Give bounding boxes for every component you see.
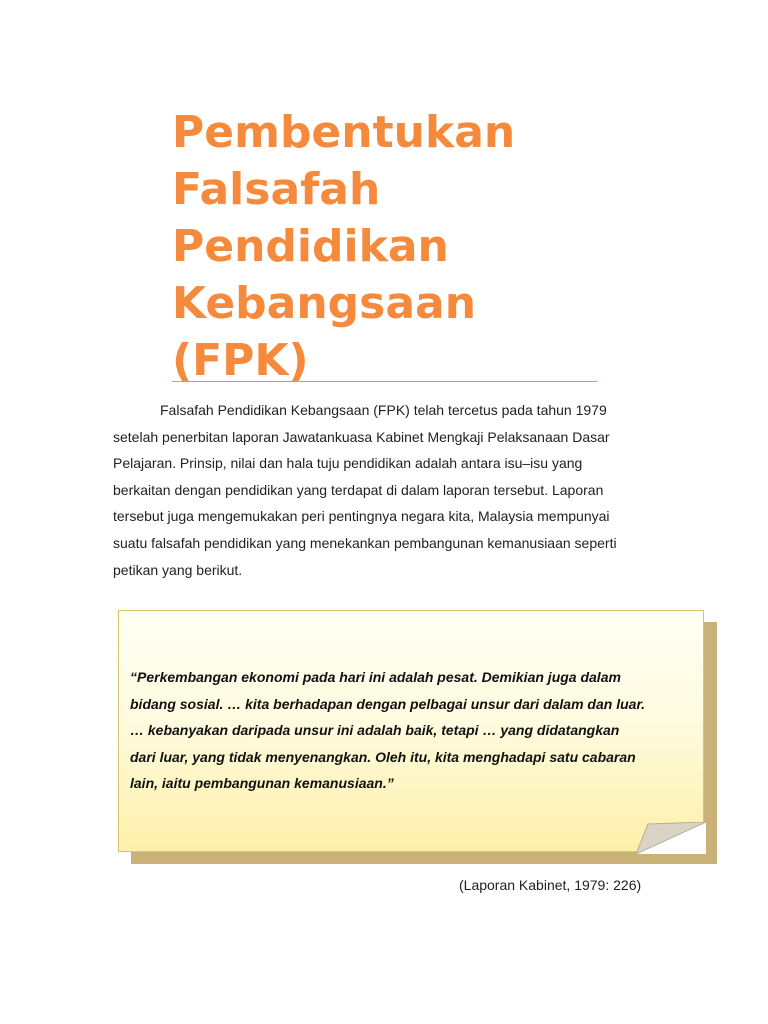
quote-line: bidang sosial. … kita berhadapan dengan pelbagai unsur dari dalam dan luar. (130, 695, 646, 712)
page-title (172, 104, 602, 389)
quote-citation: (Laporan Kabinet, 1979: 226) (459, 877, 642, 893)
title-line: Pendidikan (172, 221, 449, 272)
paragraph-line: setelah penerbitan laporan Jawatankuasa Kabinet Mengkaji Pelaksanaan Dasar (113, 428, 610, 445)
title-line: (FPK) (172, 335, 309, 386)
title-line: Falsafah (172, 164, 381, 215)
paragraph-line: Falsafah Pendidikan Kebangsaan (FPK) telah tercetus pada tahun 1979 (160, 402, 607, 418)
quote-line: “Perkembangan ekonomi pada hari ini adalah pesat. Demikian juga dalam (130, 669, 621, 685)
quote-line: lain, iaitu pembangunan kemanusiaan.” (130, 775, 394, 792)
paragraph-line: petikan yang berikut. (113, 561, 243, 578)
paragraph-line: tersebut juga mengemukakan peri pentingnya negara kita, Malaysia mempunyai (113, 508, 610, 525)
title-line: Kebangsaan (172, 278, 477, 329)
page-curl-icon (636, 822, 706, 854)
paragraph-line: Pelajaran. Prinsip, nilai dan hala tuju pendidikan adalah antara isu–isu yang (113, 455, 583, 472)
quote-line: dari luar, yang tidak menyenangkan. Oleh itu, kita menghadapi satu cabaran (130, 748, 636, 765)
title-line: Pembentukan (172, 107, 516, 158)
cabinet-quote (130, 664, 700, 797)
intro-paragraph (113, 397, 673, 583)
paragraph-line: berkaitan dengan pendidikan yang terdapat di dalam laporan tersebut. Laporan (113, 481, 604, 498)
paragraph-line: suatu falsafah pendidikan yang menekankan pembangunan kemanusiaan seperti (113, 534, 617, 551)
title-divider (172, 381, 597, 382)
quote-line: … kebanyakan daripada unsur ini adalah baik, tetapi … yang didatangkan (130, 722, 620, 739)
